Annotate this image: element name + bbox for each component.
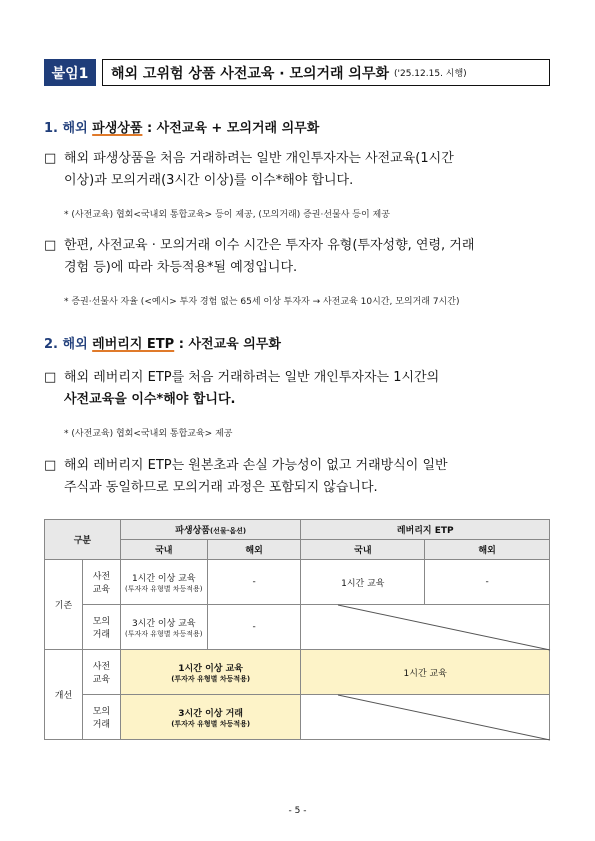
section2-rest: : 사전교육 의무화 [178, 337, 281, 352]
cell-after-mock: 3시간 이상 거래 (투자자 유형별 차등적용) [120, 695, 301, 740]
bullet-box: □ [44, 370, 57, 385]
bullet-text: 경험 등)에 따라 차등적용*될 예정입니다. [64, 260, 298, 275]
page-number: - 5 - [288, 806, 307, 816]
section1-note2: * 증권·선물사 자율 (<예시> 투자 경험 없는 65세 이상 투자자 → 사전교육 10시간, 모의거래 7시간) [64, 297, 460, 307]
cell-before-etp-dom: 1시간 교육 [301, 560, 425, 605]
section1-num: 1. 해외 [44, 121, 88, 136]
header-title: 해외 고위험 상품 사전교육 · 모의거래 의무화 [111, 65, 389, 82]
section1-note1: * (사전교육) 협회<국내외 통합교육> 등이 제공, (모의거래) 증권·선물사 등이 제공 [64, 210, 390, 220]
bullet-text: 이상)과 모의거래(3시간 이상)를 이수*해야 합니다. [64, 173, 354, 188]
bullet-text: 주식과 동일하므로 모의거래 과정은 포함되지 않습니다. [64, 480, 378, 495]
bullet-text: 해외 파생상품을 처음 거래하려는 일반 개인투자자는 사전교육(1시간 [64, 151, 454, 166]
row-edu: 사전 교육 [82, 650, 120, 695]
row-before: 기존 [45, 560, 83, 650]
section1-rest: : 사전교육 + 모의거래 의무화 [146, 121, 320, 136]
bullet-text: 해외 레버리지 ETP는 원본초과 손실 가능성이 없고 거래방식이 일반 [64, 458, 448, 473]
section2-num: 2. 해외 [44, 337, 88, 352]
row-mock: 모의 거래 [82, 695, 120, 740]
cell-before-etp-ovs: - [425, 560, 550, 605]
bullet-box: □ [44, 238, 57, 253]
bullet-box: □ [44, 151, 57, 166]
cell-after-etp-edu: 1시간 교육 [301, 650, 550, 695]
th-derivatives: 파생상품(선물·옵션) [120, 520, 301, 540]
row-edu: 사전 교육 [82, 560, 120, 605]
cell-before-edu-ovs: - [207, 560, 301, 605]
row-after: 개선 [45, 650, 83, 740]
th-domestic: 국내 [120, 540, 207, 560]
row-mock: 모의 거래 [82, 605, 120, 650]
th-overseas: 해외 [207, 540, 301, 560]
bullet-box: □ [44, 458, 57, 473]
cell-before-edu-dom: 1시간 이상 교육 (투자자 유형별 차등적용) [120, 560, 207, 605]
th-etp: 레버리지 ETP [301, 520, 550, 540]
na-diagonal-before [338, 605, 550, 650]
cell-before-mock-ovs: - [207, 605, 301, 650]
section2-note1: * (사전교육) 협회<국내외 통합교육> 제공 [64, 429, 233, 439]
th-overseas: 해외 [425, 540, 550, 560]
cell-after-edu: 1시간 이상 교육 (투자자 유형별 차등적용) [120, 650, 301, 695]
section1-highlight: 파생상품 [92, 121, 143, 136]
th-domestic: 국내 [301, 540, 425, 560]
header-date: ('25.12.15. 시행) [394, 69, 467, 79]
cell-before-mock-dom: 3시간 이상 교육 (투자자 유형별 차등적용) [120, 605, 207, 650]
bullet-text: 해외 레버리지 ETP를 처음 거래하려는 일반 개인투자자는 1시간의 [64, 370, 440, 385]
th-gubun: 구분 [45, 520, 121, 560]
na-diagonal-after [338, 695, 550, 740]
appendix-tag: 붙임1 [44, 59, 96, 86]
bullet-text: 한편, 사전교육 · 모의거래 이수 시간은 투자자 유형(투자성향, 연령, 거래 [64, 238, 475, 253]
bullet-text: 사전교육을 이수*해야 합니다. [64, 392, 236, 407]
section2-highlight: 레버리지 ETP [92, 337, 175, 352]
